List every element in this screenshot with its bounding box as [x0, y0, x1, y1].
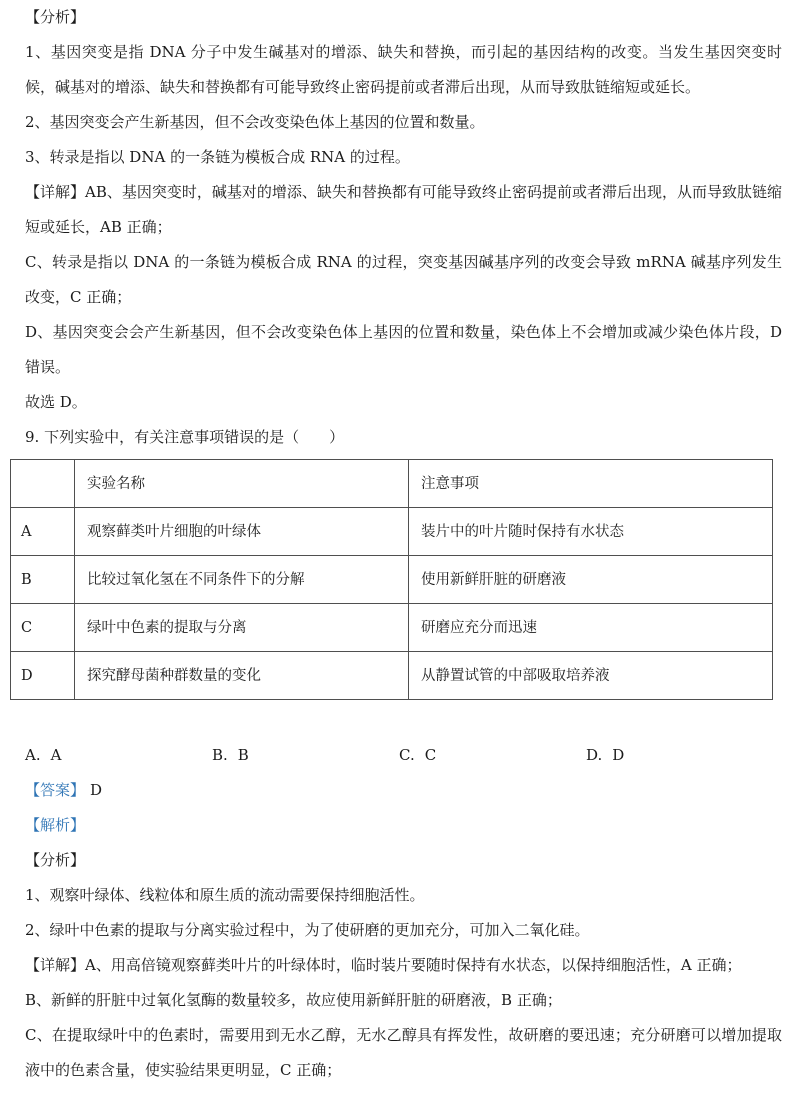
row-d-label-cell: D: [11, 652, 75, 700]
row-b-note-cell: 使用新鲜肝脏的研磨液: [409, 556, 773, 604]
answer-line: [25, 773, 782, 808]
table-row-c: [11, 604, 773, 652]
option-a: [25, 738, 212, 773]
q8-detail-d: D、基因突变会会产生新基因，但不会改变染色体上基因的位置和数量，染色体上不会增加或减少染色体片段，D 错误。: [25, 323, 782, 376]
row-a-note-cell: 装片中的叶片随时保持有水状态: [409, 508, 773, 556]
option-d-value: D: [612, 746, 625, 764]
header-cell-experiment: 实验名称: [75, 460, 409, 508]
row-c-experiment-cell: 绿叶中色素的提取与分离: [75, 604, 409, 652]
answer-label: 【答案】: [25, 781, 86, 799]
option-d-label: D.: [586, 746, 603, 764]
q8-analysis-heading: 【分析】: [25, 8, 86, 26]
option-d: [586, 738, 773, 773]
table-header-row: [11, 460, 773, 508]
q9-detail-b: B、新鲜的肝脏中过氧化氢酶的数量较多，故应使用新鲜肝脏的研磨液，B 正确；: [25, 991, 562, 1009]
table-row-b: [11, 556, 773, 604]
options-row: [25, 738, 782, 773]
row-a-experiment-cell: 观察藓类叶片细胞的叶绿体: [75, 508, 409, 556]
q9-analysis-point-1: 1、观察叶绿体、线粒体和原生质的流动需要保持细胞活性。: [25, 886, 425, 904]
option-b: [212, 738, 399, 773]
q9-analysis-point-2: 2、绿叶中色素的提取与分离实验过程中，为了使研磨的更加充分，可加入二氧化硅。: [25, 921, 590, 939]
q8-detail-ab: 【详解】AB、基因突变时，碱基对的增添、缺失和替换都有可能导致终止密码提前或者滞后出现，从而导致肽链缩短或延长，AB 正确；: [25, 183, 782, 236]
option-a-label: A.: [25, 746, 41, 764]
q9-detail-a: 【详解】A、用高倍镜观察藓类叶片的叶绿体时，临时装片要随时保持有水状态，以保持细胞活性，A 正确；: [25, 956, 742, 974]
q8-conclusion: 故选 D。: [25, 393, 87, 411]
row-d-experiment-cell: 探究酵母菌种群数量的变化: [75, 652, 409, 700]
option-c-label: C.: [399, 746, 415, 764]
q9-detail-c: C、在提取绿叶中的色素时，需要用到无水乙醇，无水乙醇具有挥发性，故研磨的要迅速；充分研磨可以增加提取液中的色素含量，使实验结果更明显，C 正确；: [25, 1026, 782, 1079]
row-c-label-cell: C: [11, 604, 75, 652]
header-cell-note: 注意事项: [409, 460, 773, 508]
option-c-value: C: [424, 746, 437, 764]
row-d-note-cell: 从静置试管的中部吸取培养液: [409, 652, 773, 700]
answer-value: D: [90, 781, 103, 799]
q8-analysis-point-3: 3、转录是指以 DNA 的一条链为模板合成 RNA 的过程。: [25, 148, 410, 166]
explanation-heading: 【解析】: [25, 816, 86, 834]
row-b-label-cell: B: [11, 556, 75, 604]
q8-analysis-point-2: 2、基因突变会产生新基因，但不会改变染色体上基因的位置和数量。: [25, 113, 485, 131]
experiments-table: [10, 459, 773, 700]
table-row-a: [11, 508, 773, 556]
q8-analysis-point-1: 1、基因突变是指 DNA 分子中发生碱基对的增添、缺失和替换，而引起的基因结构的改变。当发生基因突变时候，碱基对的增添、缺失和替换都有可能导致终止密码提前或者滞后出现，从而导致肽链缩短或延长。: [25, 43, 782, 96]
option-c: [399, 738, 586, 773]
row-a-label-cell: A: [11, 508, 75, 556]
row-c-note-cell: 研磨应充分而迅速: [409, 604, 773, 652]
table-row-d: [11, 652, 773, 700]
q9-analysis-heading: 【分析】: [25, 851, 86, 869]
option-b-label: B.: [212, 746, 228, 764]
row-b-experiment-cell: 比较过氧化氢在不同条件下的分解: [75, 556, 409, 604]
question9-stem: 9. 下列实验中，有关注意事项错误的是（ ）: [25, 428, 345, 446]
option-b-value: B: [237, 746, 249, 764]
header-cell-blank: [11, 460, 75, 508]
option-a-value: A: [50, 746, 62, 764]
q8-detail-c: C、转录是指以 DNA 的一条链为模板合成 RNA 的过程，突变基因碱基序列的改变会导致 mRNA 碱基序列发生改变，C 正确；: [25, 253, 782, 306]
